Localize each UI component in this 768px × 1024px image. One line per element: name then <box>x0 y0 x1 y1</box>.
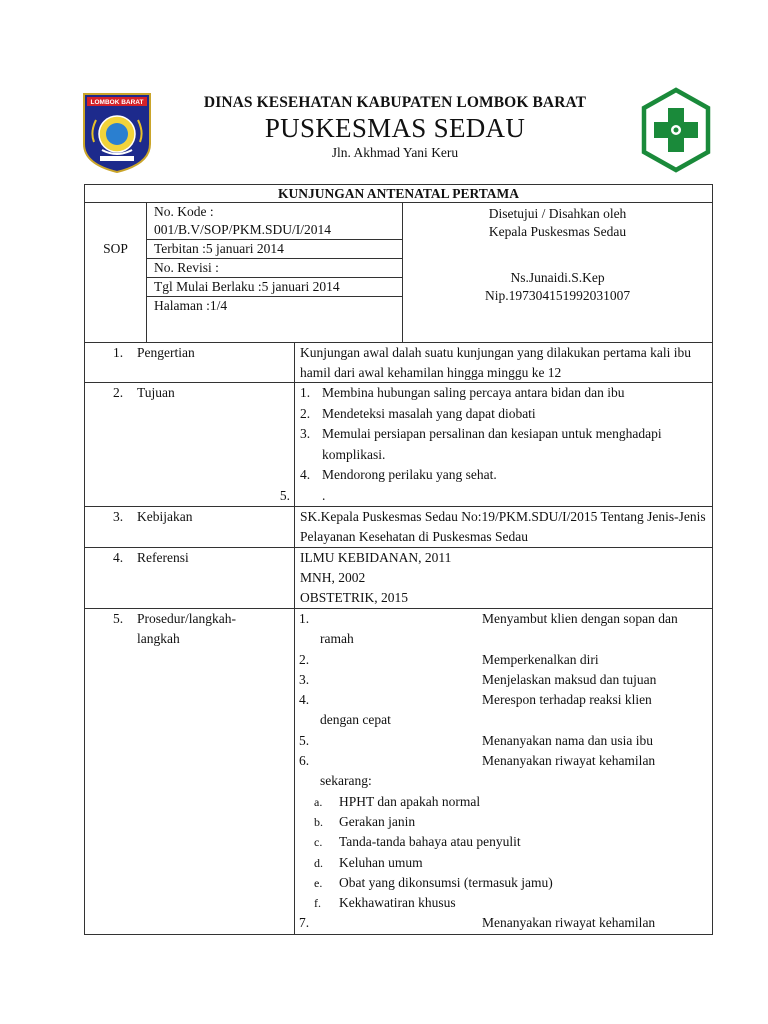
section-label: Tujuan <box>137 385 175 400</box>
kebijakan-text: SK.Kepala Puskesmas Sedau No:19/PKM.SDU/I/2015 Tentang Jenis-Jenis Pelayanan Kesehatan di Puskesmas Sedau <box>295 507 713 548</box>
section-pengertian <box>85 343 713 383</box>
section-label-cont: langkah <box>137 631 180 646</box>
referensi-item-3: OBSTETRIK, 2015 <box>300 590 408 605</box>
list-item: 2. Mendeteksi masalah yang dapat diobati <box>300 405 536 421</box>
referensi-item-1: ILMU KEBIDANAN, 2011 <box>300 550 452 565</box>
approval-line-1: Disetujui / Disahkan oleh <box>488 206 627 221</box>
section-number: 1. <box>113 345 124 360</box>
list-item: 6. Menanyakan riwayat kehamilan <box>299 753 656 769</box>
section-tujuan <box>85 383 713 507</box>
list-item-continuation: dengan cepat <box>320 712 391 728</box>
halaman: Halaman :1/4 <box>154 298 228 313</box>
sub-list-item: c. Tanda-tanda bahaya atau penyulit <box>314 834 521 850</box>
address: Jln. Akhmad Yani Keru <box>331 145 459 160</box>
tujuan-trailing-text: . <box>322 487 326 503</box>
terbitan: Terbitan :5 januari 2014 <box>147 240 402 259</box>
section-label: Pengertian <box>137 345 195 360</box>
sop-meta <box>147 203 403 343</box>
approval-line-2: Kepala Puskesmas Sedau <box>488 224 627 239</box>
section-number: 2. <box>113 385 124 400</box>
section-number: 3. <box>113 509 124 524</box>
list-item: 1. Menyambut klien dengan sopan dan <box>299 611 678 626</box>
referensi-item-2: MNH, 2002 <box>300 570 366 585</box>
list-item: 1. Membina hubungan saling percaya antara bidan dan ibu <box>300 385 625 400</box>
section-label: Referensi <box>137 550 189 565</box>
sub-list-item: e. Obat yang dikonsumsi (termasuk jamu) <box>314 874 553 890</box>
section-number: 5. <box>113 611 124 626</box>
emblem-band-text: LOMBOK BARAT <box>90 99 144 106</box>
agency-name: DINAS KESEHATAN KABUPATEN LOMBOK BARAT <box>203 94 587 111</box>
list-item: 2. Memperkenalkan diri <box>299 651 599 667</box>
sop-header-table <box>84 184 713 343</box>
section-referensi <box>85 548 713 609</box>
prosedur-last-step: 7. Menanyakan riwayat kehamilan <box>299 915 656 931</box>
puskesmas-name: PUSKESMAS SEDAU <box>264 113 526 143</box>
puskesmas-cross-logo <box>638 86 714 174</box>
no-revisi: No. Revisi : <box>147 259 402 278</box>
letterhead <box>82 86 714 176</box>
list-item <box>300 486 708 507</box>
approval-block <box>403 203 713 343</box>
lombok-barat-emblem-logo <box>82 92 152 174</box>
section-prosedur <box>85 609 713 935</box>
tujuan-list <box>300 383 708 486</box>
tgl-mulai-berlaku: Tgl Mulai Berlaku :5 januari 2014 <box>147 278 402 297</box>
sub-list-item: a. HPHT dan apakah normal <box>314 793 481 809</box>
sop-body-table <box>84 342 713 935</box>
sub-list-item: d. Keluhan umum <box>314 854 423 870</box>
tujuan-trailing-number: 5. <box>279 488 290 503</box>
list-item-continuation: sekarang: <box>320 773 372 789</box>
list-item: 3. Menjelaskan maksud dan tujuan <box>299 671 657 687</box>
sop-title: KUNJUNGAN ANTENATAL PERTAMA <box>85 185 713 203</box>
section-label: Prosedur/langkah- <box>137 611 236 626</box>
list-item-continuation: ramah <box>320 631 354 647</box>
prosedur-steps <box>299 609 708 792</box>
section-number: 4. <box>113 550 124 565</box>
list-item: 3. Memulai persiapan persalinan dan kesiapan untuk menghadapi komplikasi. <box>300 426 662 462</box>
approver-name: Ns.Junaidi.S.Kep <box>510 270 605 285</box>
approver-nip: Nip.197304151992031007 <box>484 288 631 303</box>
section-kebijakan <box>85 507 713 548</box>
sop-label: SOP <box>85 203 147 343</box>
no-kode: No. Kode : 001/B.V/SOP/PKM.SDU/I/2014 <box>147 203 402 240</box>
prosedur-sub-items <box>299 792 708 914</box>
pengertian-text: Kunjungan awal dalah suatu kunjungan yang dilakukan pertama kali ibu hamil dari awal kehamilan hingga minggu ke 12 <box>295 343 713 383</box>
sub-list-item: f. Kekhawatiran khusus <box>314 895 456 911</box>
sub-list-item: b. Gerakan janin <box>314 813 416 829</box>
list-item: 4. Merespon terhadap reaksi klien <box>299 692 652 708</box>
list-item: 5. Menanyakan nama dan usia ibu <box>299 732 653 748</box>
section-label: Kebijakan <box>137 509 193 524</box>
list-item: 4. Mendorong perilaku yang sehat. <box>300 467 497 482</box>
